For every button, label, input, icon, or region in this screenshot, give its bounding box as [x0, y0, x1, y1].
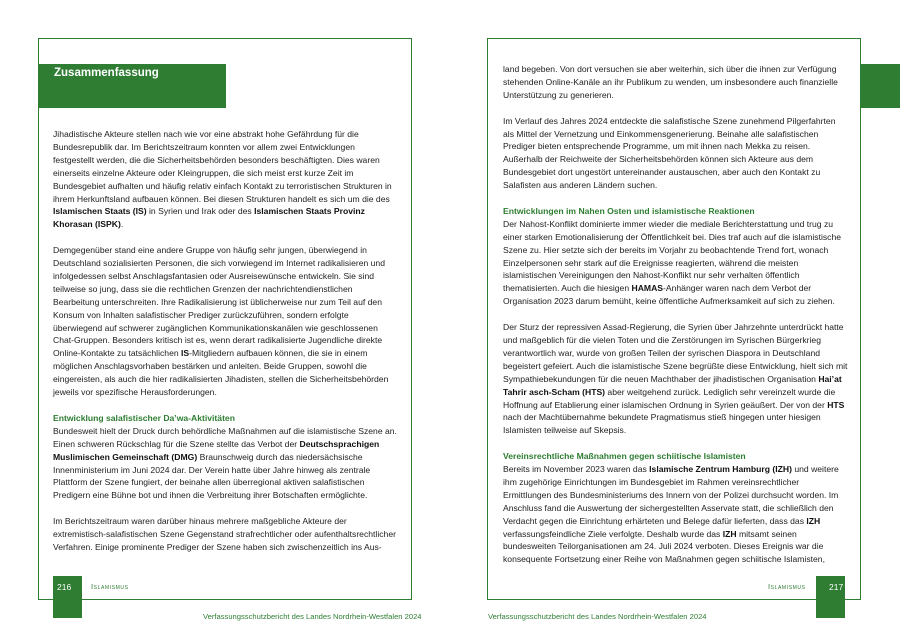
chapter-tab [861, 64, 900, 108]
page-number: 216 [57, 582, 72, 592]
text-run: verfassungsfeindliche Ziele verfolgte. Deshalb wurde das [503, 528, 723, 539]
paragraph [503, 218, 848, 308]
section-title: Zusammenfassung [54, 67, 159, 79]
paragraph: land begeben. Von dort versuchen sie aber weiterhin, sich über die ihnen zur Verfügung stehenden Online-Kanäle an ihr Publikum zu wenden, um insbesondere auch finanzielle Unterstützung zu generieren. [503, 64, 838, 100]
page-number: 217 [829, 582, 844, 592]
running-head: Islamismus [91, 582, 129, 591]
bold-term: Islamischen Staats (IS) [53, 206, 147, 217]
bold-term: IZH [722, 528, 737, 539]
page-footer: Verfassungsschutzbericht des Landes Nordrhein-Westfalen 2024 [488, 612, 707, 621]
paragraph [53, 425, 398, 502]
text-run: in Syrien und Irak oder des [146, 206, 255, 217]
text-run: Bereits im November 2023 waren das [503, 464, 650, 475]
text-run: nach der Machtübernahme bekundete Pragmatismus stieß hingegen unter hiesigen Islamisten teilweise auf Skepsis. [503, 412, 821, 436]
text-run: aber weitgehend zurück. Lediglich sehr vereinzelt wurde die Hoffnung auf Etablierung einer islamischen Ordnung in Syrien geäußert. Der von der [503, 386, 836, 410]
text-run: -Mitgliedern aufbauen können, die sie in einem möglichen Anschlagsvorhaben bestärken und anleiten. Beide Gruppen, sowohl die eingereisten, als auch die hier radikalisierten Jihadisten, stellen die Sicherheitsbehörden jeweils vor spezifische Herausforderungen. [53, 348, 389, 398]
bold-term: IZH [806, 515, 821, 526]
text-run: Demgegenüber stand eine andere Gruppe von häufig sehr jungen, überwiegend in Deutschland sozialisierten Personen, die sich vorwiegend im Internet radikalisieren und infolgedessen selbst Anschlagsfantasien oder Ausreisewünsche entwickeln. Sie sind teilweise so jung, dass sie die rechtlichen Grenzen der nachrichtendienstlichen Bearbeitung unterschreiten. Ihre Radikalisierung ist üblicherweise nur zum Teil auf den Konsum von Inhalten salafistischer Prediger zurückzuführen, sondern erfolgte überwiegend auf schwerer zugänglichen Kommunikationskanälen wie geschlossenen Chat-Gruppen. Besonders kritisch ist es, wenn derart radikalisierte Jugendliche direkte Online-Kontakte zu tatsächlichen [53, 245, 385, 359]
paragraph: Im Verlauf des Jahres 2024 entdeckte die salafistische Szene zunehmend Pilgerfahrten als Mittel der Vernetzung und Einkommensgenerierung. Beinahe alle salafistischen Prediger bieten entsprechende Programme, um mit ihnen nach Mekka zu reisen. Außerhalb der Reichweite der Sicherheitsbehörden können sich Akteure aus dem Bundesgebiet dort ungestört untereinander austauschen, aber auch den Kontakt zu Salafisten aus anderen Ländern suchen. [503, 115, 836, 191]
paragraph [503, 463, 848, 566]
text-run: Der Sturz der repressiven Assad-Regierung, die Syrien über Jahrzehnte unterdrückt hatte und maßgeblich für die vielen Toten und die Zerstörungen im Syrischen Bürgerkrieg verantwortlich war, wurde von großen Teilen der syrischen Diaspora in Deutschland begeistert gefeiert. Auch die islamistische Szene begrüßte diese Entwicklung, hielt sich mit Sympathiebekundungen für die neuen Machthaber der jihadistischen Organisation [503, 322, 848, 384]
bold-term: Islamischen Staats Provinz Khorasan (ISPK) [53, 206, 365, 230]
text-run: und weitere ihm zugehörige Einrichtungen im Bundesgebiet im Rahmen vereinsrechtlicher Ermittlungen des Bundesministeriums des Innern von der Polizei durchsucht worden. Im Anschluss fand die Auswertung der sichergestellten Asservate statt, die schließlich den Verdacht gegen die Einrichtung erhärteten und Belege dafür lieferten, dass das [503, 464, 839, 526]
paragraph: Im Berichtszeitraum waren darüber hinaus mehrere maßgebliche Akteure der extremistisch-salafistischen Szene Gegenstand strafrechtlicher oder aufenthaltsrechtlicher Verfahren. Einige prominente Prediger der Szene haben sich zwischenzeitlich ins Aus- [53, 516, 396, 552]
bold-term: Islamische Zentrum Hamburg (IZH) [649, 464, 792, 475]
running-head: Islamismus [768, 582, 806, 591]
paragraph [503, 321, 848, 437]
bold-term: Deutschsprachigen Muslimischen Gemeinschaft (DMG) [53, 438, 380, 462]
text-run: -Anhänger waren nach dem Verbot der Organisation 2023 darum bemüht, keine öffentliche Aufmerksamkeit auf sich zu ziehen. [503, 283, 835, 307]
subheading: Vereinsrechtliche Maßnahmen gegen schiitische Islamisten [503, 451, 746, 462]
bold-term: Hai’at Tahrir asch-Scham (HTS) [503, 373, 842, 397]
page-footer: Verfassungsschutzbericht des Landes Nordrhein-Westfalen 2024 [203, 612, 422, 621]
text-run: . [120, 219, 124, 230]
text-run: mitsamt seinen bundesweiten Teilorganisationen am 24. Juli 2024 verboten. Dieses Ereignis war die konsequente Fortsetzung einer Reihe von Maßnahmen gegen schiitische Islamisten, [503, 528, 825, 565]
paragraph [53, 244, 398, 399]
bold-term: HAMAS [631, 283, 664, 294]
subheading: Entwicklung salafistischer Da’wa-Aktivitäten [53, 412, 235, 423]
left-text-column [53, 128, 398, 567]
right-text-column [503, 63, 848, 579]
text-run: Braunschweig durch das niedersächsische Innenministerium im Juni 2024 dar. Der Verein hatte über Jahre hinweg als zentrale Plattform der Szene fungiert, der beinahe allen überregional aktiven salafistischen Predigern eine Bühne bot und ihnen die Verbreitung ihrer Botschaften ermöglichte. [53, 451, 371, 501]
bold-term: HTS [827, 399, 845, 410]
text-run: Jihadistische Akteure stellen nach wie vor eine abstrakt hohe Gefährdung für die Bundesrepublik dar. Im Berichtszeitraum konnten vor allem zwei Entwicklungen festgestellt werden, die die Sicherheitsbehörden besonders beschäftigten. Dies waren einerseits einzelne Akteure oder Kleingruppen, die sich meist erst kurze Zeit im Bundesgebiet aufhalten und häufig relativ einfach Kontakt zu terroristischen Strukturen in ihrem Herkunftsland aufbauen können. Bei diesen Strukturen handelt es sich um die des [53, 129, 392, 204]
subheading: Entwicklungen im Nahen Osten und islamistische Reaktionen [503, 205, 755, 216]
text-run: Der Nahost-Konflikt dominierte immer wieder die mediale Berichterstattung und trug zu einer starken Emotionalisierung der Öffentlichkeit bei. Dies traf auch auf die islamistische Szene zu. Hier setzte sich der bereits im Vorjahr zu beobachtende Trend fort, wonach Einzelpersonen sehr stark auf die Ereignisse reagierten, während die meisten islamistischen Vereinigungen den Nahost-Konflikt nur sehr verhalten öffentlich thematisierten. Auch die hiesigen [503, 218, 842, 294]
paragraph [53, 128, 398, 231]
bold-term: IS [181, 348, 190, 359]
text-run: Bundesweit hielt der Druck durch behördliche Maßnahmen auf die islamistische Szene an. Einen schweren Rückschlag für die Szene stellte das Verbot der [53, 425, 397, 449]
